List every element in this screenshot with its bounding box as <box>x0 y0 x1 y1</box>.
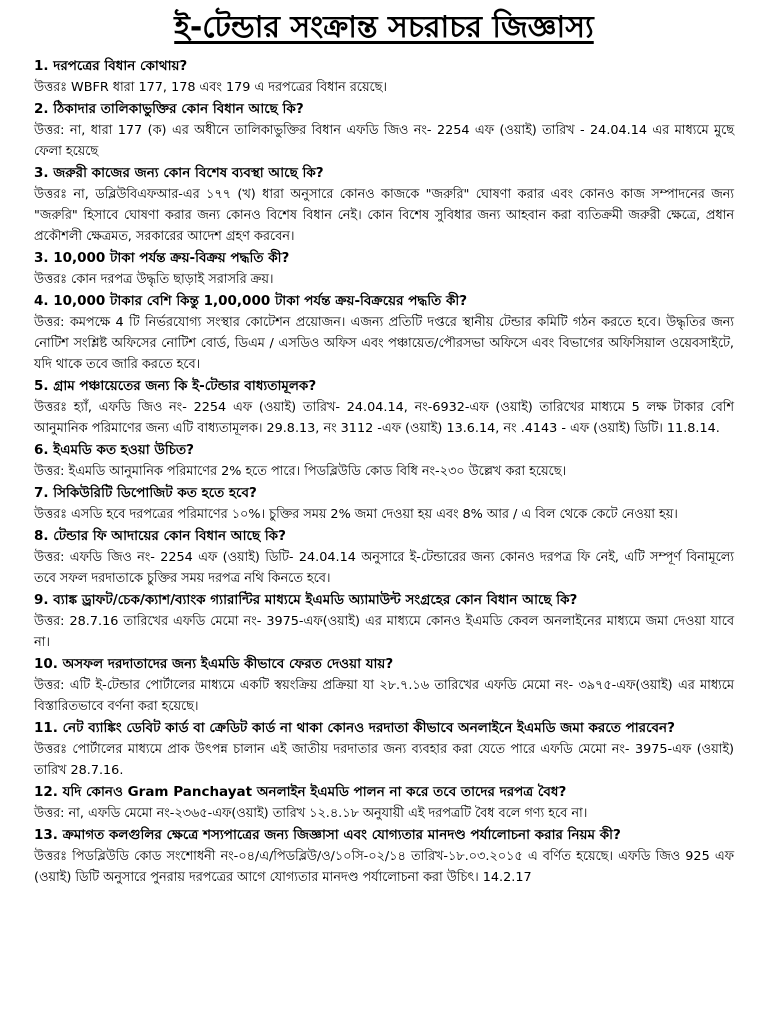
faq-answer: উত্তর: এটি ই-টেন্ডার পোর্টালের মাধ্যমে একটি স্বয়ংক্রিয় প্রক্রিয়া যা ২৮.৭.১৬ তারিখের এফডি মেমো নং- ৩৯৭৫-এফ(ওয়াই) এর মাধ্যমে বিস্তারিতভাবে বর্ণনা করা হয়েছে। <box>34 678 734 714</box>
faq-item <box>34 99 734 162</box>
faq-answer: উত্তরঃ না, ডব্লিউবিএফআর-এর ১৭৭ (খ) ধারা অনুসারে কোনও কাজকে "জরুরি" ঘোষণা করার এবং কোনও কাজ সম্পাদনের জন্য "জরুরি" হিসাবে ঘোষণা করার জন্য কোনও বিশেষ বিধান নেই। কোন বিশেষ সুবিধার জন্য আহবান করা ব্যতিক্রমী জরুরী ক্ষেত্রে, প্রধান প্রকৌশলী ক্ষেত্রমত, সরকারের আদেশ গ্রহণ করবেন। <box>34 187 734 244</box>
faq-question: 2. ঠিকাদার তালিকাভুক্তির কোন বিধান আছে কি? <box>34 101 304 117</box>
faq-question: 11. নেট ব্যাঙ্কিং ডেবিট কার্ড বা ক্রেডিট কার্ড না থাকা কোনও দরদাতা কীভাবে অনলাইনে ইএমডি জমা করতে পারবেন? <box>34 720 675 736</box>
faq-item <box>34 248 734 290</box>
faq-item <box>34 483 734 525</box>
faq-question: 4. 10,000 টাকার বেশি কিন্তু 1,00,000 টাকা পর্যন্ত ক্রয়-বিক্রয়ের পদ্ধতি কী? <box>34 293 468 309</box>
faq-answer: উত্তর: না, ধারা 177 (ক) এর অধীনে তালিকাভুক্তির বিধান এফডি জিও নং- 2254 এফ (ওয়াই) তারিখ - 24.04.14 এর মাধ্যমে মুছে ফেলা হয়েছে <box>34 123 734 159</box>
faq-answer: উত্তর: ইএমডি আনুমানিক পরিমাণের 2% হতে পারে। পিডব্লিউডি কোড বিধি নং-২৩০ উল্লেখ করা হয়েছে। <box>34 464 567 479</box>
faq-item <box>34 163 734 247</box>
faq-question: 5. গ্রাম পঞ্চায়েতের জন্য কি ই-টেন্ডার বাধ্যতামূলক? <box>34 378 317 394</box>
faq-item <box>34 718 734 781</box>
faq-question: 1. দরপত্রের বিধান কোথায়? <box>34 58 188 74</box>
faq-question: 12. যদি কোনও Gram Panchayat অনলাইন ইএমডি পালন না করে তবে তাদের দরপত্র বৈধ? <box>34 784 567 800</box>
faq-item <box>34 825 734 888</box>
faq-answer: উত্তর: 28.7.16 তারিখের এফডি মেমো নং- 3975-এফ(ওয়াই) এর মাধ্যমে কোনও ইএমডি কেবল অনলাইনের মাধ্যমে জমা দেওয়া যাবে না। <box>34 614 734 650</box>
faq-list <box>34 56 734 888</box>
faq-item <box>34 376 734 439</box>
faq-item <box>34 782 734 824</box>
faq-answer: উত্তর: কমপক্ষে 4 টি নির্ভরযোগ্য সংস্থার কোটেশন প্রয়োজন। এজন্য প্রতিটি দপ্তরে স্থানীয় টেন্ডার কমিটি গঠন করতে হবে। উদ্ধৃতির জন্য নোটিশ সংশ্লিষ্ট অফিসের নোটিশ বোর্ড, ডিএম / এসডিও অফিস এবং পঞ্চায়েত/পৌরসভা অফিসে এবং বিভাগের অফিসিয়াল ওয়েবসাইটে, যদি থাকে তবে জারি করতে হবে। <box>34 315 734 372</box>
faq-item <box>34 291 734 375</box>
faq-question: 9. ব্যাঙ্ক ড্রাফট/চেক/ক্যাশ/ব্যাংক গ্যারান্টির মাধ্যমে ইএমডি অ্যামাউন্ট সংগ্রহের কোন বিধান আছে কি? <box>34 592 578 608</box>
faq-question: 8. টেন্ডার ফি আদায়ের কোন বিধান আছে কি? <box>34 528 286 544</box>
faq-answer: উত্তরঃ এসডি হবে দরপত্রের পরিমাণের ১০%। চুক্তির সময় 2% জমা দেওয়া হয় এবং 8% আর / এ বিল থেকে কেটে নেওয়া হয়। <box>34 507 678 522</box>
faq-answer: উত্তরঃ হ্যাঁ, এফডি জিও নং- 2254 এফ (ওয়াই) তারিখ- 24.04.14, নং-6932-এফ (ওয়াই) তারিখের মাধ্যমে 5 লক্ষ টাকার বেশি আনুমানিক পরিমাণের জন্য এটি বাধ্যতামূলক। 29.8.13, নং 3112 -এফ (ওয়াই) 13.6.14, নং .4143 - এফ (ওয়াই) ডিটি। 11.8.14. <box>34 400 734 436</box>
faq-question: 3. 10,000 টাকা পর্যন্ত ক্রয়-বিক্রয় পদ্ধতি কী? <box>34 250 290 266</box>
faq-question: 7. সিকিউরিটি ডিপোজিট কত হতে হবে? <box>34 485 257 501</box>
faq-question: 3. জরুরী কাজের জন্য কোন বিশেষ ব্যবস্থা আছে কি? <box>34 165 324 181</box>
faq-answer: উত্তরঃ পিডব্লিউডি কোড সংশোধনী নং-০৪/এ/পিডব্লিউ/ও/১০সি-০২/১৪ তারিখ-১৮.০৩.২০১৫ এ বর্ণিত হয়েছে। এফডি জিও 925 এফ (ওয়াই) ডিটি অনুসারে পুনরায় দরপত্রের আগে যোগ্যতার মানদণ্ড পর্যালোচনা করা উচিৎ। 14.2.17 <box>34 849 734 885</box>
faq-answer: উত্তরঃ কোন দরপত্র উদ্ধৃতি ছাড়াই সরাসরি ক্রয়। <box>34 272 274 287</box>
faq-item <box>34 654 734 717</box>
faq-item <box>34 526 734 589</box>
faq-item <box>34 590 734 653</box>
faq-answer: উত্তর: এফডি জিও নং- 2254 এফ (ওয়াই) ডিটি- 24.04.14 অনুসারে ই-টেন্ডারের জন্য কোনও দরপত্র ফি নেই, এটি সম্পূর্ণ বিনামূল্যে তবে সফল দরদাতাকে চুক্তির সময় দরপত্র নথি কিনতে হবে। <box>34 550 734 586</box>
faq-question: 6. ইএমডি কত হওয়া উচিত? <box>34 442 195 458</box>
document-title: ই-টেন্ডার সংক্রান্ত সচরাচর জিজ্ঞাস্য <box>174 10 594 45</box>
faq-question: 10. অসফল দরদাতাদের জন্য ইএমডি কীভাবে ফেরত দেওয়া যায়? <box>34 656 394 672</box>
faq-item <box>34 56 734 98</box>
faq-question: 13. ক্রমাগত কলগুলির ক্ষেত্রে শস্যপাত্রের জন্য জিজ্ঞাসা এবং যোগ্যতার মানদণ্ড পর্যালোচনা করার নিয়ম কী? <box>34 827 621 843</box>
faq-answer: উত্তর: না, এফডি মেমো নং-২৩৬৫-এফ(ওয়াই) তারিখ ১২.৪.১৮ অনুযায়ী এই দরপত্রটি বৈধ বলে গণ্য হবে না। <box>34 806 588 821</box>
faq-item <box>34 440 734 482</box>
faq-answer: উত্তরঃ WBFR ধারা 177, 178 এবং 179 এ দরপত্রের বিধান রয়েছে। <box>34 80 387 95</box>
faq-answer: উত্তরঃ পোর্টালের মাধ্যমে প্রাক উৎপন্ন চালান এই জাতীয় দরদাতার জন্য ব্যবহার করা যেতে পারে এফডি মেমো নং- 3975-এফ (ওয়াই) তারিখ 28.7.16. <box>34 742 734 778</box>
